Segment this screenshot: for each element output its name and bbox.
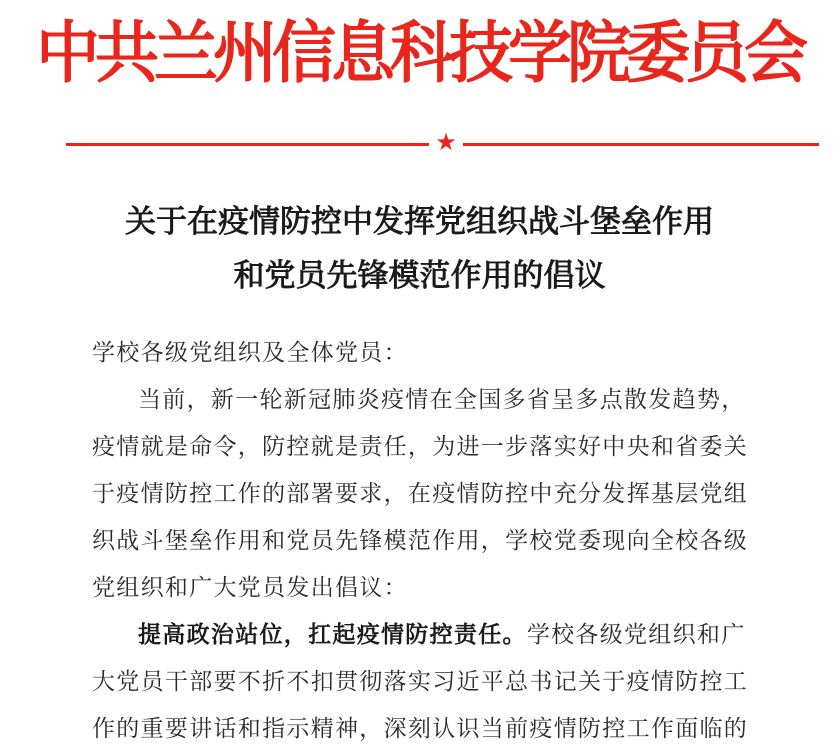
document-title-line-1: 关于在疫情防控中发挥党组织战斗堡垒作用 (125, 204, 714, 240)
document-body (92, 330, 782, 753)
paragraph-2-line: 大党员干部要不折不扣贯彻落实习近平总书记关于疫情防控工 (92, 669, 749, 695)
salutation: 学校各级党组织及全体党员： (92, 340, 408, 366)
organization-header: 中共兰州信息科技学院委员会 (36, 15, 803, 93)
document-title-line-2: 和党员先锋模范作用的倡议 (233, 258, 606, 294)
paragraph-1-line: 当前，新一轮新冠肺炎疫情在全国多省呈多点散发趋势， (138, 387, 746, 413)
paragraph-2-heading: 提高政治站位，扛起疫情防控责任。 (138, 622, 527, 648)
paragraph-1-line: 于疫情防控工作的部署要求，在疫情防控中充分发挥基层党组 (92, 481, 749, 507)
paragraph-1-line: 党组织和广大党员发出倡议： (92, 575, 408, 601)
paragraph-2-first-line (92, 612, 782, 659)
star-icon: ★ (435, 128, 457, 156)
paragraph-1-line: 织战斗堡垒作用和党员先锋模范作用，学校党委现向全校各级 (92, 528, 749, 554)
paragraph-2-first-rest: 学校各级党组织和广 (526, 622, 746, 648)
paragraph-2-line: 作的重要讲话和指示精神，深刻认识当前疫情防控工作面临的 (92, 716, 749, 742)
paragraph-1-line: 疫情就是命令，防控就是责任，为进一步落实好中央和省委关 (92, 434, 749, 460)
header-rule-left (66, 143, 429, 146)
header-rule-right (463, 143, 819, 146)
